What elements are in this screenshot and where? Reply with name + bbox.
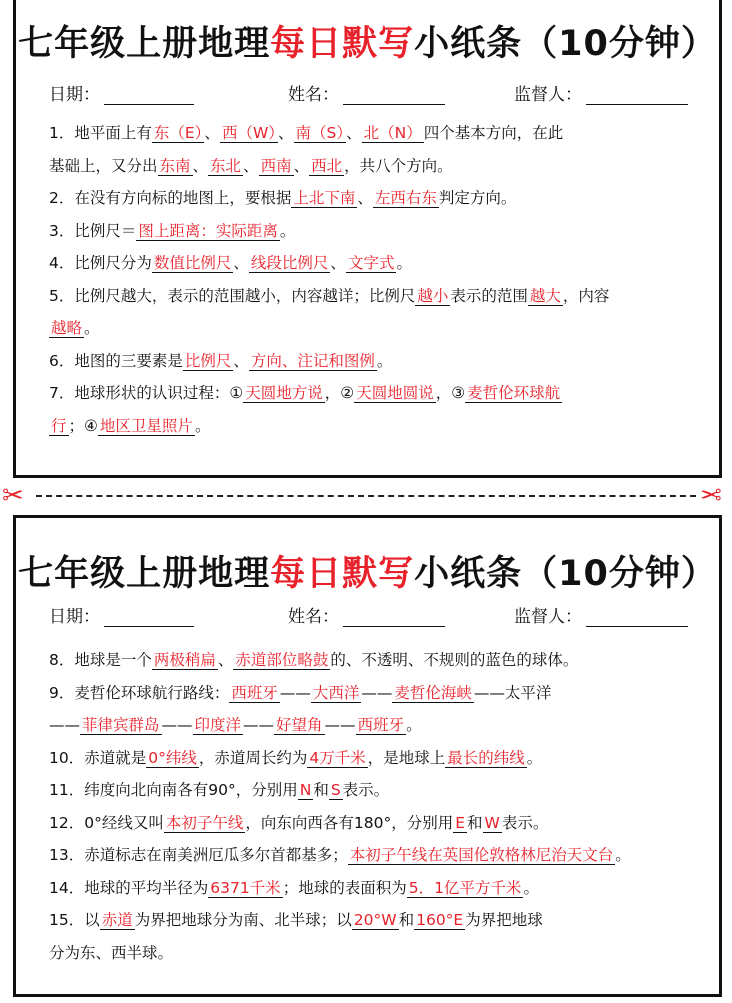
question-1 (49, 117, 701, 150)
question-text: ，共八个方向。 (344, 156, 453, 175)
question-text: 太平洋 (504, 683, 552, 702)
question-text: 。 (526, 748, 543, 767)
question-6 (49, 345, 701, 378)
supervisor-label: 监督人： (514, 85, 582, 105)
question-text: 。 (396, 254, 412, 272)
separator: —— (161, 716, 193, 734)
question-text: 。 (615, 846, 631, 864)
answer: 麦哲伦海峡 (394, 683, 472, 702)
question-5-cont (49, 312, 701, 345)
answer: 上北下南 (293, 189, 356, 207)
question-text: 2．在没有方向标的地图上，要根据 (49, 189, 292, 207)
answer: 5．1亿平方千米 (408, 878, 522, 897)
date-blank[interactable] (104, 608, 194, 627)
question-2 (49, 182, 701, 215)
date-label: 日期： (49, 85, 100, 105)
separator: 、 (243, 156, 259, 175)
question-7 (49, 377, 701, 410)
answer: 本初子午线 (165, 813, 244, 832)
question-4 (49, 247, 701, 280)
separator: 、 (233, 351, 249, 370)
question-text: 为界把地球 (465, 911, 543, 929)
question-text: 7．地球形状的认识过程：① (49, 384, 244, 402)
question-12 (49, 807, 701, 840)
question-11 (49, 774, 701, 807)
question-text: 6．地图的三要素是 (49, 351, 183, 370)
question-text: 11．纬度向北向南各有90°，分别用 (49, 781, 298, 799)
name-label: 姓名： (288, 85, 339, 105)
question-text: 四个基本方向，在此 (423, 124, 564, 142)
question-text: 9．麦哲伦环球航行路线： (49, 683, 230, 702)
answer: 最长的纬线 (447, 748, 525, 767)
question-text: 和 (313, 781, 329, 799)
question-text: 。 (406, 716, 422, 734)
date-field (49, 602, 194, 627)
scissors-icon: ✂ (2, 481, 24, 511)
question-15 (49, 904, 701, 937)
question-text: 10．赤道就是 (49, 748, 147, 767)
answer: 行 (51, 416, 67, 435)
supervisor-field (514, 602, 688, 627)
answer: 印度洋 (194, 716, 242, 734)
answer: 本初子午线在英国伦敦格林尼治天文台 (349, 846, 614, 864)
question-5 (49, 280, 701, 313)
supervisor-label: 监督人： (514, 607, 582, 627)
supervisor-blank[interactable] (586, 86, 688, 105)
answer: 西南 (260, 156, 292, 175)
separator: 、 (192, 156, 209, 175)
answer: 越小 (417, 286, 449, 305)
question-list (49, 117, 701, 442)
question-text: 15．以 (49, 911, 100, 929)
card-title (16, 16, 719, 66)
answer: 方向、注记和图例 (250, 351, 375, 370)
question-text: 5．比例尺越大，表示的范围越小，内容越详；比例尺 (49, 286, 416, 305)
answer: 西（W） (221, 124, 277, 142)
question-13 (49, 839, 701, 872)
title-highlight: 每日默写 (270, 24, 415, 64)
card-title (16, 546, 719, 596)
separator: 、 (278, 124, 294, 142)
answer: N (299, 781, 312, 799)
question-9 (49, 677, 701, 710)
separator: —— (361, 683, 393, 702)
question-14 (49, 872, 701, 905)
answer: 东北 (210, 156, 242, 175)
date-field (49, 80, 194, 105)
answer: 6371千米 (210, 878, 281, 897)
question-text: 。 (84, 319, 100, 337)
question-text: 4．比例尺分为 (49, 254, 152, 272)
answer: 东南 (159, 156, 191, 175)
question-text: 13．赤道标志在南美洲厄瓜多尔首都基多； (49, 846, 348, 864)
answer: 文字式 (347, 254, 395, 272)
question-text: 为界把地球分为南、北半球；以 (134, 911, 352, 929)
separator: ，② (324, 384, 355, 402)
answer: 麦哲伦环球航 (467, 384, 561, 402)
separator: —— (324, 716, 356, 734)
answer: 比例尺 (184, 351, 232, 370)
answer: 地区卫星照片 (99, 416, 193, 435)
separator: 、 (346, 124, 362, 142)
question-text: 。 (279, 221, 296, 240)
separator: —— (279, 683, 311, 702)
question-text: 表示。 (342, 781, 390, 799)
question-text: 3．比例尺＝ (49, 221, 137, 240)
title-prefix: 七年级上册地理 (18, 554, 271, 594)
question-text: 表示。 (501, 813, 549, 832)
answer: 赤道部位略鼓 (235, 651, 329, 669)
answer: 东（E） (153, 124, 203, 142)
answer: 西班牙 (357, 716, 405, 734)
separator: 、 (357, 189, 373, 207)
answer: 0°纬线 (148, 748, 197, 767)
answer: W (484, 813, 500, 832)
question-list (49, 644, 701, 969)
answer: E (455, 813, 465, 832)
name-blank[interactable] (343, 608, 445, 627)
worksheet-card-1 (13, 0, 722, 478)
answer: 20°W (353, 911, 397, 929)
question-8 (49, 644, 701, 677)
supervisor-blank[interactable] (586, 608, 688, 627)
question-text: 。 (376, 351, 393, 370)
name-label: 姓名： (288, 607, 339, 627)
question-text: 分为东、西半球。 (49, 943, 174, 962)
answer: 数值比例尺 (153, 254, 232, 272)
worksheet-card-2 (13, 515, 722, 997)
separator: ；④ (68, 416, 98, 435)
date-blank[interactable] (104, 86, 194, 105)
answer: 菲律宾群岛 (82, 716, 160, 734)
question-7-cont (49, 410, 701, 443)
separator: —— (473, 683, 505, 702)
separator: 、 (217, 651, 234, 669)
answer: 160°E (416, 911, 464, 929)
question-text: 8．地球是一个 (49, 651, 152, 669)
answer: 大西洋 (312, 683, 360, 702)
separator: 、 (233, 254, 249, 272)
supervisor-field (514, 80, 688, 105)
question-text: ；地球的表面积为 (282, 878, 407, 897)
answer: 好望角 (276, 716, 323, 734)
answer: 北（N） (363, 124, 422, 142)
cut-line (36, 495, 696, 497)
question-text: 12．0°经线又叫 (49, 813, 164, 832)
scissors-icon: ✂ (700, 481, 722, 511)
answer: 线段比例尺 (250, 254, 329, 272)
answer: 左西右东 (374, 189, 437, 207)
answer: S (330, 781, 341, 799)
answer: 西北 (311, 156, 343, 175)
separator: ，③ (435, 384, 466, 402)
question-text: 。 (194, 416, 211, 435)
question-9-cont (49, 709, 701, 742)
question-10 (49, 742, 701, 775)
answer: 天圆地圆说 (356, 384, 434, 402)
answer: 图上距离：实际距离 (138, 221, 278, 240)
question-text: ，赤道周长约为 (198, 748, 308, 767)
name-field (288, 602, 445, 627)
answer: 越大 (529, 286, 561, 305)
date-label: 日期： (49, 607, 100, 627)
question-text: 表示的范围 (450, 286, 528, 305)
question-text: 的、不透明、不规则的蓝色的球体。 (330, 651, 579, 669)
separator: 、 (204, 124, 220, 142)
title-prefix: 七年级上册地理 (18, 24, 271, 64)
title-suffix: 小纸条（10分钟） (414, 554, 717, 594)
answer: 越略 (51, 319, 83, 337)
question-text: 14．地球的平均半径为 (49, 878, 209, 897)
question-1-cont (49, 150, 701, 183)
question-15-cont (49, 937, 701, 970)
question-text: 1．地平面上有 (49, 124, 152, 142)
answer: 南（S） (295, 124, 345, 142)
question-text: 。 (523, 878, 539, 897)
question-text: 和 (398, 911, 415, 929)
answer: 西班牙 (231, 683, 278, 702)
question-text: ，是地球上 (367, 748, 446, 767)
question-text: ，内容 (562, 286, 610, 305)
question-text: 和 (467, 813, 483, 832)
separator: 、 (330, 254, 346, 272)
title-suffix: 小纸条（10分钟） (414, 24, 717, 64)
answer: 赤道 (101, 911, 133, 929)
answer: 4万千米 (309, 748, 366, 767)
answer: 两极稍扁 (153, 651, 216, 669)
question-text: 基础上，又分出 (49, 156, 158, 175)
answer: 天圆地方说 (245, 384, 323, 402)
question-text: ，向东向西各有180°，分别用 (245, 813, 454, 832)
title-highlight: 每日默写 (270, 554, 415, 594)
name-blank[interactable] (343, 86, 445, 105)
question-3 (49, 215, 701, 248)
name-field (288, 80, 445, 105)
separator: —— (49, 716, 80, 734)
separator: 、 (293, 156, 310, 175)
separator: —— (243, 716, 275, 734)
question-text: 判定方向。 (438, 189, 517, 207)
